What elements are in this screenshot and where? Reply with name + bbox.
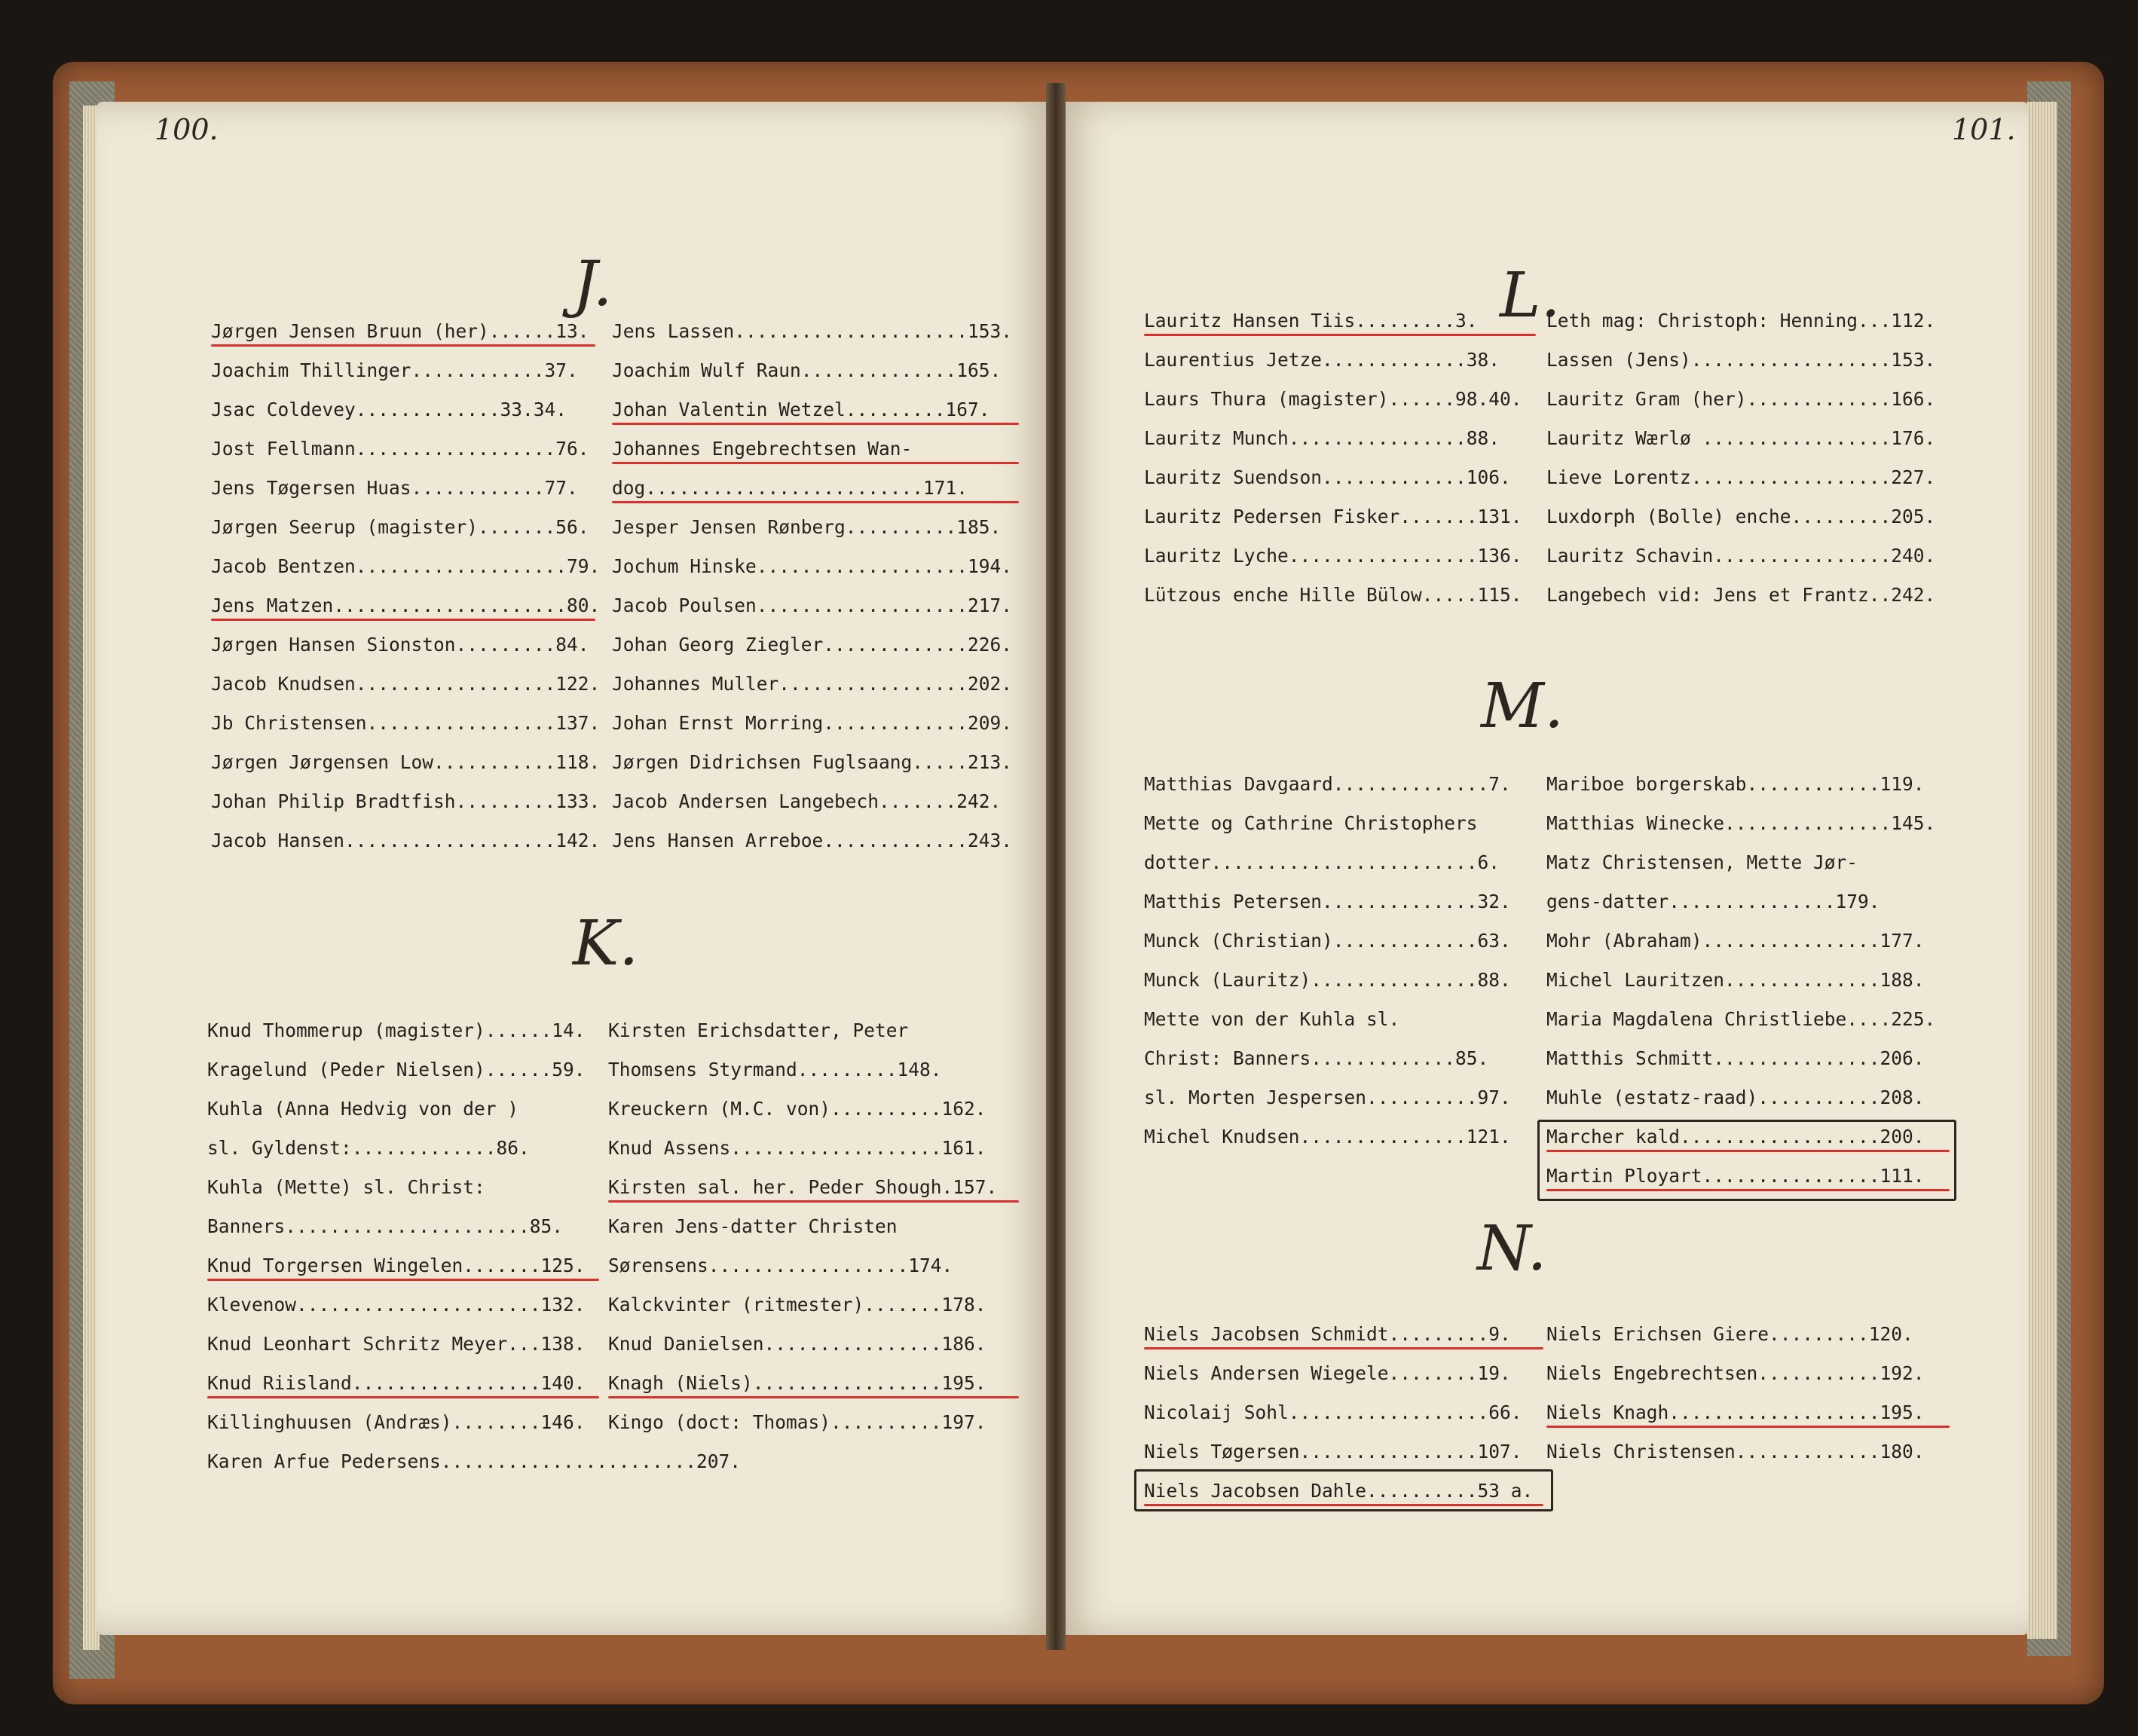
index-entry: Jens Tøgersen Huas............77. xyxy=(211,477,578,499)
index-entry: Niels Tøgersen................107. xyxy=(1144,1441,1522,1462)
index-entry: Knagh (Niels).................195. xyxy=(608,1364,1019,1403)
index-entry: Klevenow......................132. xyxy=(207,1294,586,1316)
index-entry: Lassen (Jens)..................153. xyxy=(1546,349,1936,371)
index-entry: Matz Christensen, Mette Jør- xyxy=(1546,851,1858,873)
index-entry: Luxdorph (Bolle) enche.........205. xyxy=(1546,506,1936,527)
index-entry: Marcher kald..................200. xyxy=(1546,1117,1950,1157)
index-entry: Jacob Hansen...................142. xyxy=(211,830,601,851)
bracket-marcher-martin xyxy=(1537,1120,1956,1201)
section-letter-l: L. xyxy=(1500,260,1561,332)
index-entry: Lauritz Munch................88. xyxy=(1144,427,1500,449)
index-entry: Mette og Cathrine Christophers xyxy=(1144,812,1478,834)
index-entry: Matthias Davgaard..............7. xyxy=(1144,773,1511,795)
index-entry: Kirsten Erichsdatter, Peter xyxy=(608,1019,909,1041)
index-entry: Michel Knudsen...............121. xyxy=(1144,1126,1511,1148)
index-entry: Niels Engebrechtsen...........192. xyxy=(1546,1362,1925,1384)
page-number-left: 100. xyxy=(154,113,219,146)
index-entry: Killinghuusen (Andræs)........146. xyxy=(207,1411,586,1433)
index-entry: Kirsten sal. her. Peder Shough.157. xyxy=(608,1168,1019,1207)
index-entry: Matthias Winecke...............145. xyxy=(1546,812,1936,834)
index-entry: Leth mag: Christoph: Henning...112. xyxy=(1546,310,1936,332)
index-entry: Knud Riisland.................140. xyxy=(207,1364,599,1403)
index-entry: Matthis Petersen..............32. xyxy=(1144,891,1511,912)
index-column xyxy=(1546,301,1950,615)
page-number-right: 101. xyxy=(1952,113,2016,146)
index-entry: Knud Leonhart Schritz Meyer...138. xyxy=(207,1333,586,1355)
index-entry: Kuhla (Anna Hedvig von der ) xyxy=(207,1098,519,1120)
index-entry: Laurentius Jetze.............38. xyxy=(1144,349,1500,371)
index-entry: Johan Ernst Morring.............209. xyxy=(612,712,1013,734)
index-entry: Jens Hansen Arreboe.............243. xyxy=(612,830,1013,851)
index-entry: Laurs Thura (magister)......98.40. xyxy=(1144,388,1522,410)
index-entry: Muhle (estatz-raad)...........208. xyxy=(1546,1087,1925,1108)
page-edges-right xyxy=(2027,102,2057,1639)
index-entry: Karen Arfue Pedersens.......................207. xyxy=(207,1450,742,1472)
index-entry: Maria Magdalena Christliebe....225. xyxy=(1546,1008,1936,1030)
index-entry: Kragelund (Peder Nielsen)......59. xyxy=(207,1059,586,1080)
index-entry: Matthis Schmitt...............206. xyxy=(1546,1047,1925,1069)
index-entry: Lieve Lorentz..................227. xyxy=(1546,466,1936,488)
index-entry: Jacob Knudsen..................122. xyxy=(211,673,601,695)
index-entry: Lauritz Schavin................240. xyxy=(1546,545,1936,567)
index-entry: Niels Jacobsen Dahle..........53 a. xyxy=(1144,1472,1543,1511)
index-entry: Joachim Wulf Raun..............165. xyxy=(612,359,1002,381)
index-entry: Banners......................85. xyxy=(207,1215,564,1237)
index-entry: Martin Ployart................111. xyxy=(1546,1157,1950,1196)
index-entry: Kuhla (Mette) sl. Christ: xyxy=(207,1176,485,1198)
index-entry: Jørgen Hansen Sionston.........84. xyxy=(211,634,589,656)
index-entry: Christ: Banners.............85. xyxy=(1144,1047,1489,1069)
index-entry: Karen Jens-datter Christen xyxy=(608,1215,898,1237)
index-entry: Nicolaij Sohl..................66. xyxy=(1144,1401,1522,1423)
index-entry: Knud Danielsen................186. xyxy=(608,1333,986,1355)
index-entry: Joachim Thillinger............37. xyxy=(211,359,578,381)
index-entry: Jesper Jensen Rønberg..........185. xyxy=(612,516,1002,538)
index-entry: Kingo (doct: Thomas)..........197. xyxy=(608,1411,986,1433)
index-entry: Jens Matzen.....................80. xyxy=(211,586,595,625)
index-entry: Jørgen Jensen Bruun (her)......13. xyxy=(211,312,595,351)
index-entry: Johan Georg Ziegler.............226. xyxy=(612,634,1013,656)
index-entry: Niels Christensen.............180. xyxy=(1546,1441,1925,1462)
index-entry: Mariboe borgerskab............119. xyxy=(1546,773,1925,795)
section-letter-k: K. xyxy=(573,908,639,980)
index-entry: Jacob Andersen Langebech.......242. xyxy=(612,790,1002,812)
index-entry: dog.........................171. xyxy=(612,469,1019,508)
index-entry: Niels Andersen Wiegele........19. xyxy=(1144,1362,1511,1384)
index-column xyxy=(207,1011,742,1481)
index-entry: Munck (Lauritz)...............88. xyxy=(1144,969,1511,991)
index-entry: Niels Erichsen Giere.........120. xyxy=(1546,1323,1913,1345)
index-entry: sl. Morten Jespersen..........97. xyxy=(1144,1087,1511,1108)
index-entry: Jens Lassen.....................153. xyxy=(612,320,1013,342)
index-entry: dotter........................6. xyxy=(1144,851,1500,873)
index-entry: Lauritz Pedersen Fisker.......131. xyxy=(1144,506,1522,527)
index-entry: Jacob Bentzen...................79. xyxy=(211,555,601,577)
index-entry: Lauritz Suendson.............106. xyxy=(1144,466,1511,488)
index-entry: Johan Philip Bradtfish.........133. xyxy=(211,790,601,812)
index-entry: Thomsens Styrmand.........148. xyxy=(608,1059,942,1080)
index-entry: Jørgen Seerup (magister).......56. xyxy=(211,516,589,538)
index-column xyxy=(1144,765,1536,1157)
index-entry: Munck (Christian).............63. xyxy=(1144,930,1511,952)
index-entry: Knud Assens...................161. xyxy=(608,1137,986,1159)
index-column xyxy=(1546,1315,1950,1472)
index-entry: Jsac Coldevey.............33.34. xyxy=(211,399,567,420)
index-entry: Knud Torgersen Wingelen.......125. xyxy=(207,1246,599,1285)
index-entry: Lauritz Gram (her).............166. xyxy=(1546,388,1936,410)
index-column xyxy=(612,312,1019,860)
index-entry: Jochum Hinske...................194. xyxy=(612,555,1013,577)
book-gutter xyxy=(1046,83,1066,1650)
index-entry: Kalckvinter (ritmester).......178. xyxy=(608,1294,986,1316)
index-entry: Michel Lauritzen..............188. xyxy=(1546,969,1925,991)
section-letter-m: M. xyxy=(1481,671,1565,742)
index-entry: Jb Christensen.................137. xyxy=(211,712,601,734)
index-column xyxy=(1144,301,1536,615)
index-entry: Langebech vid: Jens et Frantz..242. xyxy=(1546,584,1936,606)
index-entry: Jørgen Jørgensen Low...........118. xyxy=(211,751,601,773)
bracket-niels-dahle xyxy=(1134,1469,1553,1511)
index-entry: Lauritz Lyche.................136. xyxy=(1144,545,1522,567)
index-entry: Johannes Engebrechtsen Wan- xyxy=(612,429,1019,469)
section-letter-n: N. xyxy=(1477,1213,1547,1285)
index-column xyxy=(211,312,601,860)
index-entry: Johannes Muller.................202. xyxy=(612,673,1013,695)
index-entry: Niels Knagh...................195. xyxy=(1546,1393,1950,1432)
index-entry: Lützous enche Hille Bülow.....115. xyxy=(1144,584,1522,606)
index-entry: Lauritz Hansen Tiis.........3. xyxy=(1144,301,1536,341)
index-entry: Jost Fellmann..................76. xyxy=(211,438,589,460)
index-entry: Sørensens..................174. xyxy=(608,1255,953,1276)
index-entry: Johan Valentin Wetzel.........167. xyxy=(612,390,1019,429)
section-letter-j: J. xyxy=(573,249,613,320)
index-entry: sl. Gyldenst:.............86. xyxy=(207,1137,530,1159)
index-entry: Mette von der Kuhla sl. xyxy=(1144,1008,1400,1030)
index-entry: Jacob Poulsen...................217. xyxy=(612,594,1013,616)
index-entry: gens-datter...............179. xyxy=(1546,891,1880,912)
index-entry: Lauritz Wærlø .................176. xyxy=(1546,427,1936,449)
index-entry: Kreuckern (M.C. von)..........162. xyxy=(608,1098,986,1120)
index-entry: Knud Thommerup (magister)......14. xyxy=(207,1019,586,1041)
index-entry: Niels Jacobsen Schmidt.........9. xyxy=(1144,1315,1543,1354)
index-entry: Jørgen Didrichsen Fuglsaang.....213. xyxy=(612,751,1013,773)
index-column xyxy=(608,1011,1019,1442)
index-entry: Mohr (Abraham)................177. xyxy=(1546,930,1925,952)
